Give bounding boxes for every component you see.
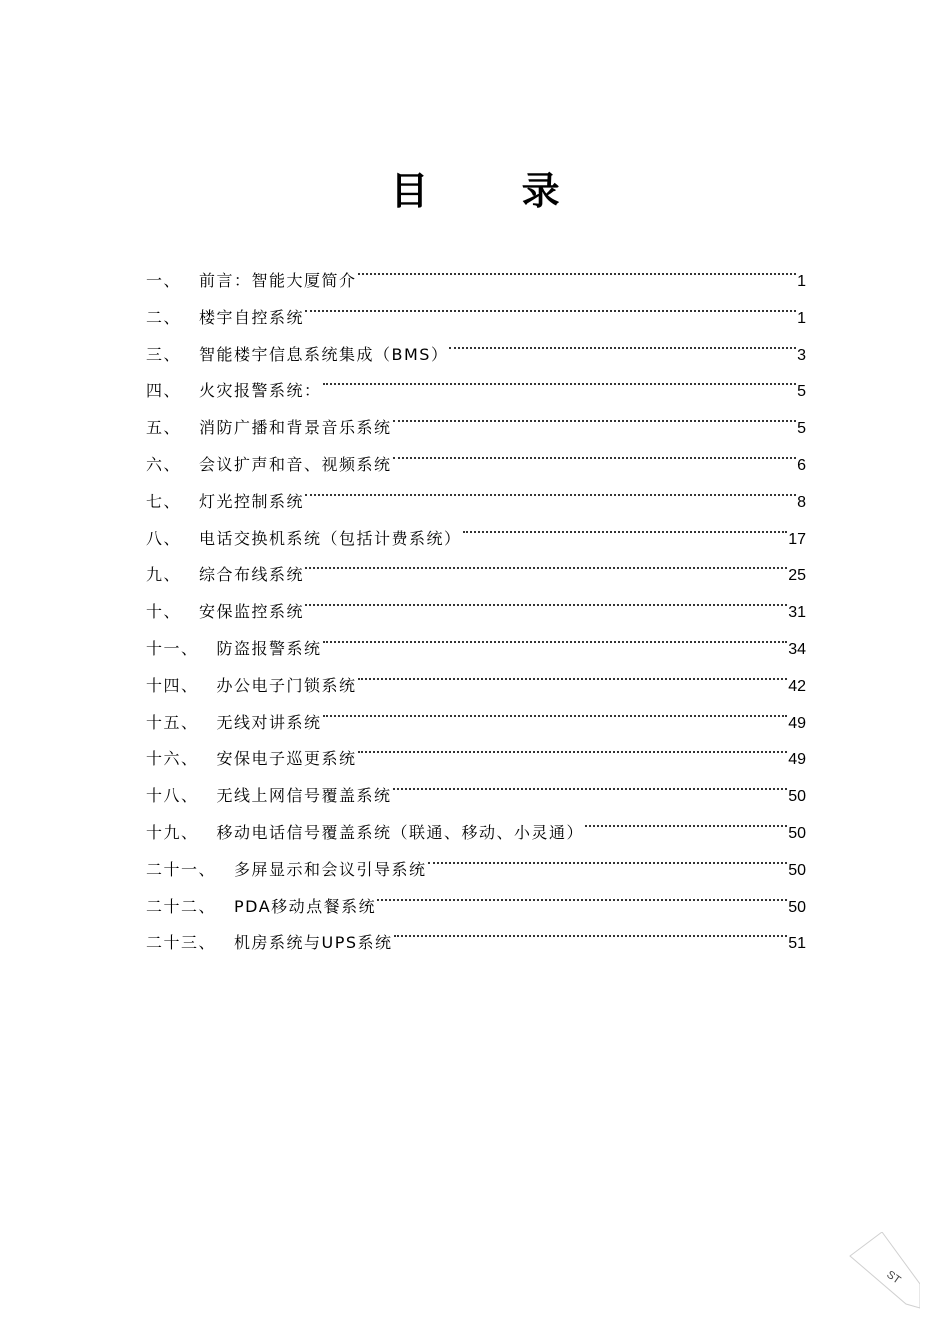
toc-dot-leader (393, 765, 788, 801)
toc-entry-number: 二、 (146, 307, 182, 327)
toc-entry-title: 会议扩声和音、视频系统 (199, 454, 392, 474)
table-of-contents (146, 250, 806, 953)
toc-dot-leader (323, 618, 788, 654)
toc-entry-page-number: 6 (797, 456, 806, 474)
toc-entry-title: 机房系统与UPS系统 (234, 933, 393, 953)
toc-entry-title: 多屏显示和会议引导系统 (234, 859, 427, 879)
toc-entry-number: 二十二、 (146, 896, 217, 916)
toc-entry-number: 九、 (146, 565, 182, 585)
toc-dot-leader (449, 324, 796, 360)
toc-entry-page-number: 31 (788, 604, 806, 622)
toc-entry-page-number: 1 (797, 273, 806, 290)
toc-dot-leader (358, 655, 788, 691)
toc-entry-title: 安保监控系统 (199, 602, 305, 622)
toc-dot-leader (394, 912, 788, 948)
toc-entry-number: 十九、 (146, 822, 199, 842)
toc-dot-leader (393, 397, 797, 433)
toc-entry-title: 办公电子门锁系统 (216, 675, 357, 695)
toc-entry-title: 楼宇自控系统 (199, 307, 305, 327)
toc-entry-title: 移动电话信号覆盖系统（联通、移动、小灵通） (216, 822, 585, 842)
toc-entry-page-number: 51 (788, 935, 806, 953)
toc-entry-title: PDA移动点餐系统 (234, 896, 377, 916)
toc-entry-number: 十六、 (146, 749, 199, 769)
toc-entry-page-number: 42 (788, 677, 806, 695)
toc-entry-number: 一、 (146, 271, 182, 290)
toc-entry-title: 防盗报警系统 (216, 638, 322, 658)
page-corner-curl (840, 1232, 920, 1312)
toc-entry-page-number: 49 (788, 714, 806, 732)
toc-entry-number: 十、 (146, 602, 182, 622)
toc-entry-title: 火灾报警系统： (199, 381, 322, 401)
toc-entry-number: 十一、 (146, 638, 199, 658)
toc-entry-title: 前言：智能大厦简介 (199, 271, 357, 290)
toc-entry-number: 八、 (146, 528, 182, 548)
toc-entry-page-number: 50 (788, 824, 806, 842)
toc-entry-page-number: 3 (797, 346, 806, 364)
toc-dot-leader (305, 544, 787, 580)
page-title: 目 录 (390, 169, 600, 213)
toc-entry-title: 无线上网信号覆盖系统 (216, 786, 392, 806)
toc-entry-page-number: 50 (788, 898, 806, 916)
toc-dot-leader (393, 434, 797, 470)
toc-entry-page-number: 5 (797, 383, 806, 401)
toc-dot-leader (358, 250, 797, 286)
toc-entry-title: 安保电子巡更系统 (216, 749, 357, 769)
toc-dot-leader (323, 360, 797, 396)
toc-dot-leader (428, 839, 788, 875)
corner-curl-shape (850, 1232, 920, 1308)
toc-dot-leader (323, 692, 788, 728)
toc-entry-number: 七、 (146, 491, 182, 511)
toc-entry-number: 二十三、 (146, 933, 217, 953)
toc-entry-page-number: 34 (788, 640, 806, 658)
toc-entry-title: 综合布线系统 (199, 565, 305, 585)
toc-entry-page-number: 25 (788, 567, 806, 585)
toc-entry-number: 五、 (146, 418, 182, 438)
toc-entry-page-number: 5 (797, 420, 806, 438)
toc-entry-number: 十四、 (146, 675, 199, 695)
toc-dot-leader (305, 471, 796, 507)
toc-dot-leader (305, 287, 796, 323)
corner-mark: ST (884, 1268, 903, 1287)
toc-entry-number: 四、 (146, 381, 182, 401)
toc-entry-number: 十八、 (146, 786, 199, 806)
toc-entry[interactable] (146, 250, 806, 290)
toc-dot-leader (585, 802, 787, 838)
toc-entry-number: 二十一、 (146, 859, 217, 879)
toc-entry-number: 六、 (146, 454, 182, 474)
toc-entry-page-number: 50 (788, 861, 806, 879)
toc-entry-page-number: 17 (788, 530, 806, 548)
toc-entry-page-number: 50 (788, 788, 806, 806)
toc-entry-title: 电话交换机系统（包括计费系统） (199, 528, 462, 548)
toc-entry-page-number: 1 (797, 309, 806, 327)
toc-entry-page-number: 8 (797, 493, 806, 511)
toc-entry-title: 灯光控制系统 (199, 491, 305, 511)
toc-dot-leader (463, 508, 788, 544)
toc-entry-page-number: 49 (788, 751, 806, 769)
toc-dot-leader (358, 728, 788, 764)
toc-entry-title: 智能楼宇信息系统集成（BMS） (199, 344, 449, 364)
toc-entry-number: 三、 (146, 344, 182, 364)
toc-dot-leader (305, 581, 787, 617)
toc-entry-number: 十五、 (146, 712, 199, 732)
toc-entry-title: 消防广播和背景音乐系统 (199, 418, 392, 438)
toc-dot-leader (377, 876, 787, 912)
toc-entry-title: 无线对讲系统 (216, 712, 322, 732)
